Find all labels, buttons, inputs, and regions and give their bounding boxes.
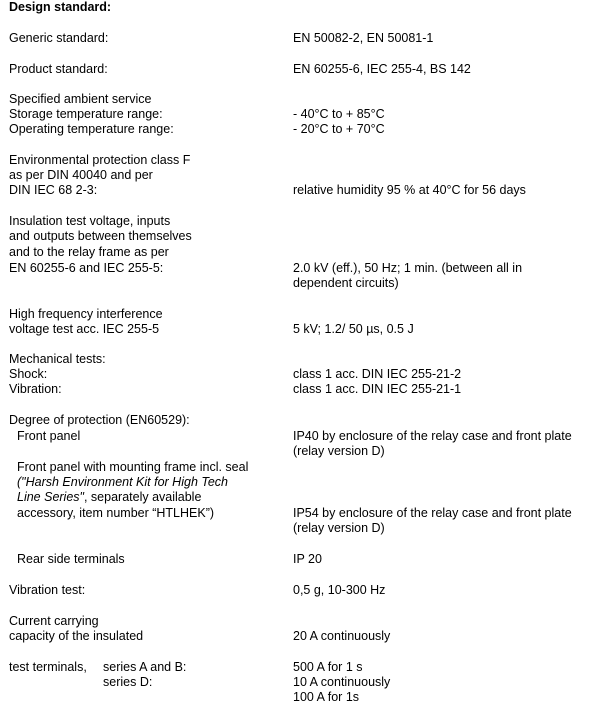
mounting-frame-value-2: (relay version D) — [293, 521, 385, 535]
series-ab-value: 500 A for 1 s — [293, 660, 363, 674]
shock-label: Shock: — [9, 367, 48, 381]
series-d-label: series D: — [103, 675, 153, 689]
operating-temp-label: Operating temperature range: — [9, 122, 174, 136]
test-terminals-label: test terminals, — [9, 660, 87, 674]
insulation-label-1: Insulation test voltage, inputs — [9, 214, 171, 228]
hf-label-1: High frequency interference — [9, 307, 163, 321]
front-panel-value-1: IP40 by enclosure of the relay case and front plate — [293, 429, 572, 443]
mounting-frame-label-3-italic: Line Series" — [17, 490, 84, 504]
mounting-frame-label-1: Front panel with mounting frame incl. seal — [17, 460, 249, 474]
mounting-frame-value-1: IP54 by enclosure of the relay case and front plate — [293, 506, 572, 520]
insulation-label-4: EN 60255-6 and IEC 255-5: — [9, 261, 164, 275]
current-capacity-value: 20 A continuously — [293, 629, 391, 643]
product-standard-value: EN 60255-6, IEC 255-4, BS 142 — [293, 62, 471, 76]
env-protection-label-1: Environmental protection class F — [9, 153, 191, 167]
product-standard-label: Product standard: — [9, 62, 108, 76]
storage-temp-value: - 40°C to + 85°C — [293, 107, 385, 121]
insulation-label-2: and outputs between themselves — [9, 229, 192, 243]
insulation-value-2: dependent circuits) — [293, 276, 399, 290]
rear-terminals-value: IP 20 — [293, 552, 322, 566]
mechanical-tests-label: Mechanical tests: — [9, 352, 106, 366]
mounting-frame-label-4: accessory, item number “HTLHEK”) — [17, 506, 215, 520]
mounting-frame-label-2: ("Harsh Environment Kit for High Tech — [17, 475, 229, 489]
series-d-value-2: 100 A for 1s — [293, 690, 360, 704]
front-panel-value-2: (relay version D) — [293, 444, 385, 458]
series-ab-label: series A and B: — [103, 660, 187, 674]
hf-value: 5 kV; 1.2/ 50 µs, 0.5 J — [293, 322, 414, 336]
protection-label: Degree of protection (EN60529): — [9, 413, 190, 427]
rear-terminals-label: Rear side terminals — [17, 552, 125, 566]
section-heading: Design standard: — [9, 0, 112, 14]
ambient-label: Specified ambient service — [9, 92, 152, 106]
generic-standard-label: Generic standard: — [9, 31, 109, 45]
vibration-test-value: 0,5 g, 10-300 Hz — [293, 583, 386, 597]
hf-label-2: voltage test acc. IEC 255-5 — [9, 322, 160, 336]
operating-temp-value: - 20°C to + 70°C — [293, 122, 385, 136]
env-protection-label-2: as per DIN 40040 and per — [9, 168, 153, 182]
env-protection-value: relative humidity 95 % at 40°C for 56 days — [293, 183, 526, 197]
mounting-frame-label-3 — [17, 490, 201, 506]
insulation-label-3: and to the relay frame as per — [9, 245, 169, 259]
current-capacity-label-2: capacity of the insulated — [9, 629, 144, 643]
shock-value: class 1 acc. DIN IEC 255-21-2 — [293, 367, 462, 381]
series-d-value-1: 10 A continuously — [293, 675, 391, 689]
vibration-test-label: Vibration test: — [9, 583, 86, 597]
vibration-value: class 1 acc. DIN IEC 255-21-1 — [293, 382, 462, 396]
vibration-label: Vibration: — [9, 382, 62, 396]
mounting-frame-label-3-rest: , separately available — [83, 490, 202, 504]
insulation-value-1: 2.0 kV (eff.), 50 Hz; 1 min. (between all in — [293, 261, 523, 275]
generic-standard-value: EN 50082-2, EN 50081-1 — [293, 31, 434, 45]
env-protection-label-3: DIN IEC 68 2-3: — [9, 183, 98, 197]
front-panel-label: Front panel — [17, 429, 81, 443]
current-capacity-label-1: Current carrying — [9, 614, 99, 628]
storage-temp-label: Storage temperature range: — [9, 107, 163, 121]
